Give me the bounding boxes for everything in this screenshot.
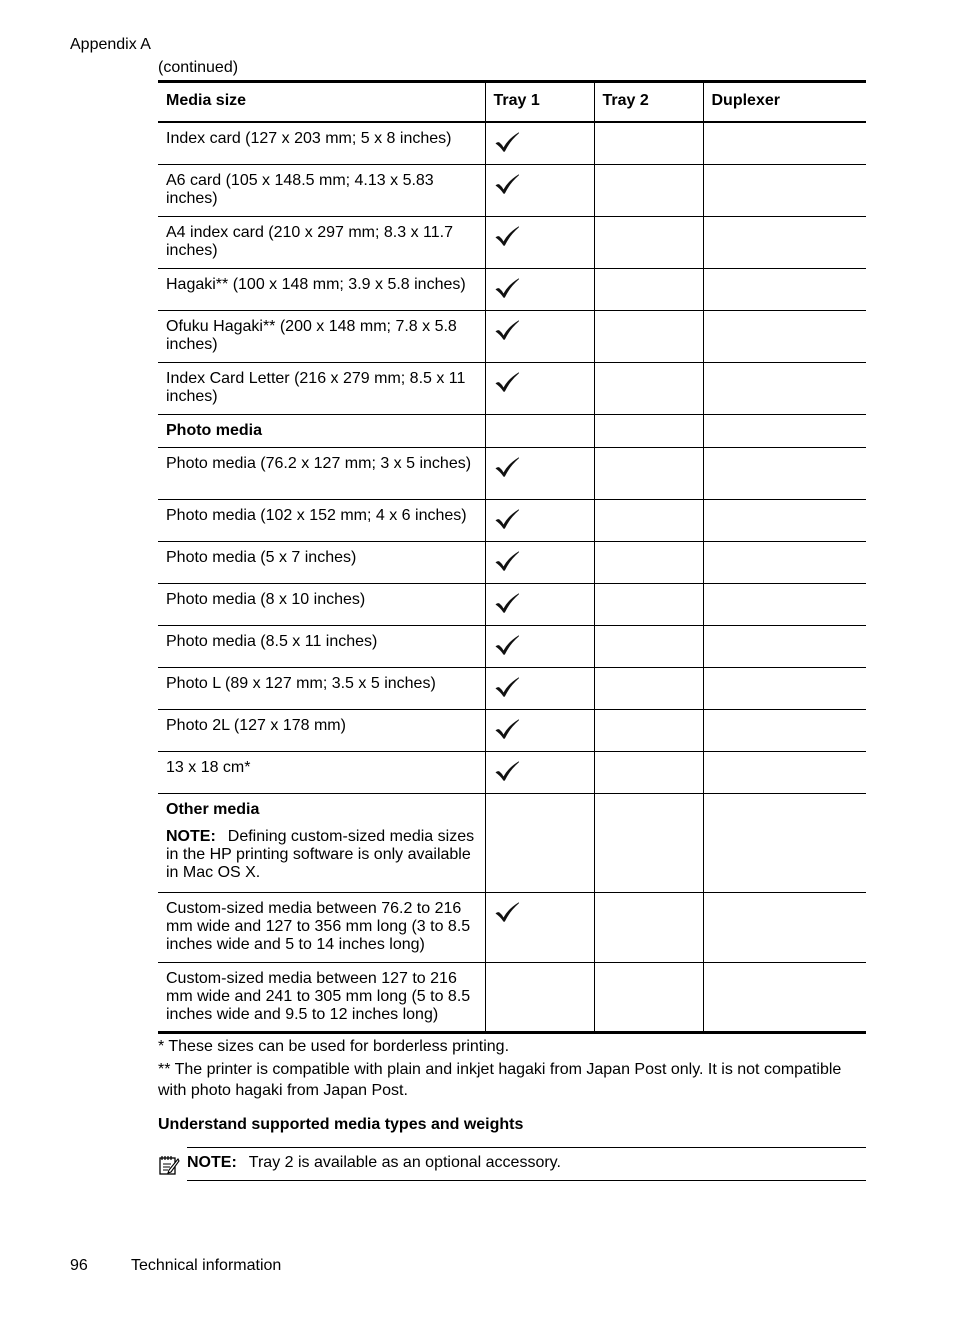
tray2-cell bbox=[594, 794, 703, 893]
tray1-cell bbox=[485, 668, 594, 710]
tray1-cell bbox=[485, 415, 594, 448]
table-row bbox=[158, 710, 866, 752]
tray2-cell bbox=[594, 584, 703, 626]
cell-note bbox=[166, 828, 477, 882]
tray1-cell bbox=[485, 217, 594, 269]
checkmark-icon bbox=[494, 550, 520, 572]
media-size-label: Photo 2L (127 x 178 mm) bbox=[166, 717, 346, 734]
column-header-tray1: Tray 1 bbox=[485, 82, 594, 123]
media-size-label: A6 card (105 x 148.5 mm; 4.13 x 5.83 inches) bbox=[166, 172, 434, 207]
tray2-cell bbox=[594, 710, 703, 752]
section-subheading: Understand supported media types and weights bbox=[158, 1116, 524, 1133]
duplexer-cell bbox=[703, 415, 866, 448]
tray2-cell bbox=[594, 448, 703, 500]
table-row bbox=[158, 448, 866, 500]
continued-label: (continued) bbox=[158, 59, 239, 76]
footer-section-title: Technical information bbox=[131, 1257, 282, 1274]
table-row bbox=[158, 668, 866, 710]
tray2-cell bbox=[594, 500, 703, 542]
footnote-borderless: * These sizes can be used for borderless printing. bbox=[158, 1038, 510, 1055]
duplexer-cell bbox=[703, 311, 866, 363]
media-size-cell bbox=[158, 668, 485, 710]
section-heading bbox=[158, 794, 485, 893]
section-row bbox=[158, 794, 866, 893]
tray1-cell bbox=[485, 626, 594, 668]
tray1-cell bbox=[485, 710, 594, 752]
tray1-cell bbox=[485, 584, 594, 626]
checkmark-icon bbox=[494, 277, 520, 299]
tray2-cell bbox=[594, 542, 703, 584]
section-row bbox=[158, 415, 866, 448]
note-label: NOTE: bbox=[187, 1154, 237, 1171]
checkmark-icon bbox=[494, 901, 520, 923]
media-size-label: A4 index card (210 x 297 mm; 8.3 x 11.7 inches) bbox=[166, 224, 453, 259]
tray2-cell bbox=[594, 363, 703, 415]
media-size-cell bbox=[158, 584, 485, 626]
media-size-label: Custom-sized media between 127 to 216 mm wide and 241 to 305 mm long (5 to 8.5 inches wide and 9.5 to 12 inches long) bbox=[166, 970, 471, 1023]
media-size-cell bbox=[158, 363, 485, 415]
duplexer-cell bbox=[703, 668, 866, 710]
media-size-cell bbox=[158, 311, 485, 363]
tray2-cell bbox=[594, 165, 703, 217]
table-row bbox=[158, 542, 866, 584]
media-size-cell bbox=[158, 448, 485, 500]
media-size-label: Hagaki** (100 x 148 mm; 3.9 x 5.8 inches) bbox=[166, 276, 466, 293]
duplexer-cell bbox=[703, 542, 866, 584]
checkmark-icon bbox=[494, 718, 520, 740]
media-size-cell bbox=[158, 500, 485, 542]
checkmark-icon bbox=[494, 371, 520, 393]
tray2-cell bbox=[594, 668, 703, 710]
media-size-label: Index Card Letter (216 x 279 mm; 8.5 x 11 inches) bbox=[166, 370, 466, 405]
tray1-cell bbox=[485, 448, 594, 500]
note-box bbox=[158, 1147, 866, 1181]
duplexer-cell bbox=[703, 794, 866, 893]
checkmark-icon bbox=[494, 634, 520, 656]
table-row bbox=[158, 893, 866, 963]
tray2-cell bbox=[594, 415, 703, 448]
media-size-cell bbox=[158, 122, 485, 165]
media-size-label: Photo media (76.2 x 127 mm; 3 x 5 inches) bbox=[166, 455, 472, 472]
tray1-cell bbox=[485, 165, 594, 217]
tray2-cell bbox=[594, 217, 703, 269]
media-size-cell bbox=[158, 542, 485, 584]
tray2-cell bbox=[594, 626, 703, 668]
column-header-tray2: Tray 2 bbox=[594, 82, 703, 123]
column-header-duplexer: Duplexer bbox=[703, 82, 866, 123]
media-size-label: Photo media bbox=[166, 422, 263, 439]
media-size-table bbox=[158, 80, 866, 1034]
checkmark-icon bbox=[494, 225, 520, 247]
duplexer-cell bbox=[703, 500, 866, 542]
table-row bbox=[158, 752, 866, 794]
media-size-label: Photo L (89 x 127 mm; 3.5 x 5 inches) bbox=[166, 675, 436, 692]
media-size-cell bbox=[158, 165, 485, 217]
note-divider-top bbox=[187, 1147, 866, 1148]
cell-note-label: NOTE: bbox=[166, 828, 216, 845]
table-row bbox=[158, 269, 866, 311]
duplexer-cell bbox=[703, 363, 866, 415]
table-header-row bbox=[158, 82, 866, 123]
media-size-label: Other media bbox=[166, 801, 260, 818]
tray1-cell bbox=[485, 363, 594, 415]
table-row bbox=[158, 165, 866, 217]
table-row bbox=[158, 363, 866, 415]
running-head: Appendix A bbox=[70, 36, 151, 53]
duplexer-cell bbox=[703, 165, 866, 217]
media-size-label: Index card (127 x 203 mm; 5 x 8 inches) bbox=[166, 130, 452, 147]
tray1-cell bbox=[485, 500, 594, 542]
duplexer-cell bbox=[703, 752, 866, 794]
column-header-media-size: Media size bbox=[158, 82, 485, 123]
media-size-cell bbox=[158, 217, 485, 269]
table-body bbox=[158, 122, 866, 1033]
duplexer-cell bbox=[703, 269, 866, 311]
duplexer-cell bbox=[703, 217, 866, 269]
media-size-cell bbox=[158, 893, 485, 963]
tray2-cell bbox=[594, 269, 703, 311]
media-size-label: 13 x 18 cm* bbox=[166, 759, 251, 776]
cell-note-text: Defining custom-sized media sizes in the HP printing software is only available in Mac OS X. bbox=[166, 828, 475, 881]
media-size-cell bbox=[158, 710, 485, 752]
tray2-cell bbox=[594, 752, 703, 794]
media-size-cell bbox=[158, 626, 485, 668]
tray2-cell bbox=[594, 893, 703, 963]
media-size-label: Photo media (8 x 10 inches) bbox=[166, 591, 366, 608]
checkmark-icon bbox=[494, 319, 520, 341]
note-body: Tray 2 is available as an optional accessory. bbox=[248, 1154, 561, 1171]
tray2-cell bbox=[594, 963, 703, 1033]
duplexer-cell bbox=[703, 893, 866, 963]
tray1-cell bbox=[485, 122, 594, 165]
tray1-cell bbox=[485, 269, 594, 311]
duplexer-cell bbox=[703, 963, 866, 1033]
checkmark-icon bbox=[494, 508, 520, 530]
table-row bbox=[158, 217, 866, 269]
media-size-cell bbox=[158, 752, 485, 794]
tray1-cell bbox=[485, 893, 594, 963]
tray2-cell bbox=[594, 311, 703, 363]
table-row bbox=[158, 122, 866, 165]
page-number: 96 bbox=[70, 1257, 88, 1274]
tray1-cell bbox=[485, 542, 594, 584]
media-size-label: Photo media (8.5 x 11 inches) bbox=[166, 633, 378, 650]
checkmark-icon bbox=[494, 131, 520, 153]
media-size-label: Custom-sized media between 76.2 to 216 mm wide and 127 to 356 mm long (3 to 8.5 inches wide and 5 to 14 inches long) bbox=[166, 900, 471, 953]
table-row bbox=[158, 963, 866, 1033]
checkmark-icon bbox=[494, 592, 520, 614]
duplexer-cell bbox=[703, 626, 866, 668]
media-size-label: Photo media (5 x 7 inches) bbox=[166, 549, 357, 566]
table-row bbox=[158, 584, 866, 626]
note-text bbox=[187, 1154, 561, 1172]
footnote-hagaki: ** The printer is compatible with plain and inkjet hagaki from Japan Post only. It is not compatible with photo hagaki from Japan Post. bbox=[158, 1061, 842, 1099]
tray1-cell bbox=[485, 752, 594, 794]
duplexer-cell bbox=[703, 584, 866, 626]
section-heading bbox=[158, 415, 485, 448]
duplexer-cell bbox=[703, 448, 866, 500]
media-size-cell bbox=[158, 269, 485, 311]
media-size-label: Ofuku Hagaki** (200 x 148 mm; 7.8 x 5.8 inches) bbox=[166, 318, 457, 353]
tray1-cell bbox=[485, 311, 594, 363]
note-pad-icon bbox=[158, 1154, 180, 1176]
note-divider-bottom bbox=[187, 1180, 866, 1181]
checkmark-icon bbox=[494, 456, 520, 478]
tray1-cell bbox=[485, 794, 594, 893]
duplexer-cell bbox=[703, 122, 866, 165]
checkmark-icon bbox=[494, 173, 520, 195]
table-row bbox=[158, 500, 866, 542]
duplexer-cell bbox=[703, 710, 866, 752]
tray2-cell bbox=[594, 122, 703, 165]
media-size-label: Photo media (102 x 152 mm; 4 x 6 inches) bbox=[166, 507, 467, 524]
tray1-cell bbox=[485, 963, 594, 1033]
checkmark-icon bbox=[494, 760, 520, 782]
media-size-cell bbox=[158, 963, 485, 1033]
checkmark-icon bbox=[494, 676, 520, 698]
table-row bbox=[158, 311, 866, 363]
table-row bbox=[158, 626, 866, 668]
